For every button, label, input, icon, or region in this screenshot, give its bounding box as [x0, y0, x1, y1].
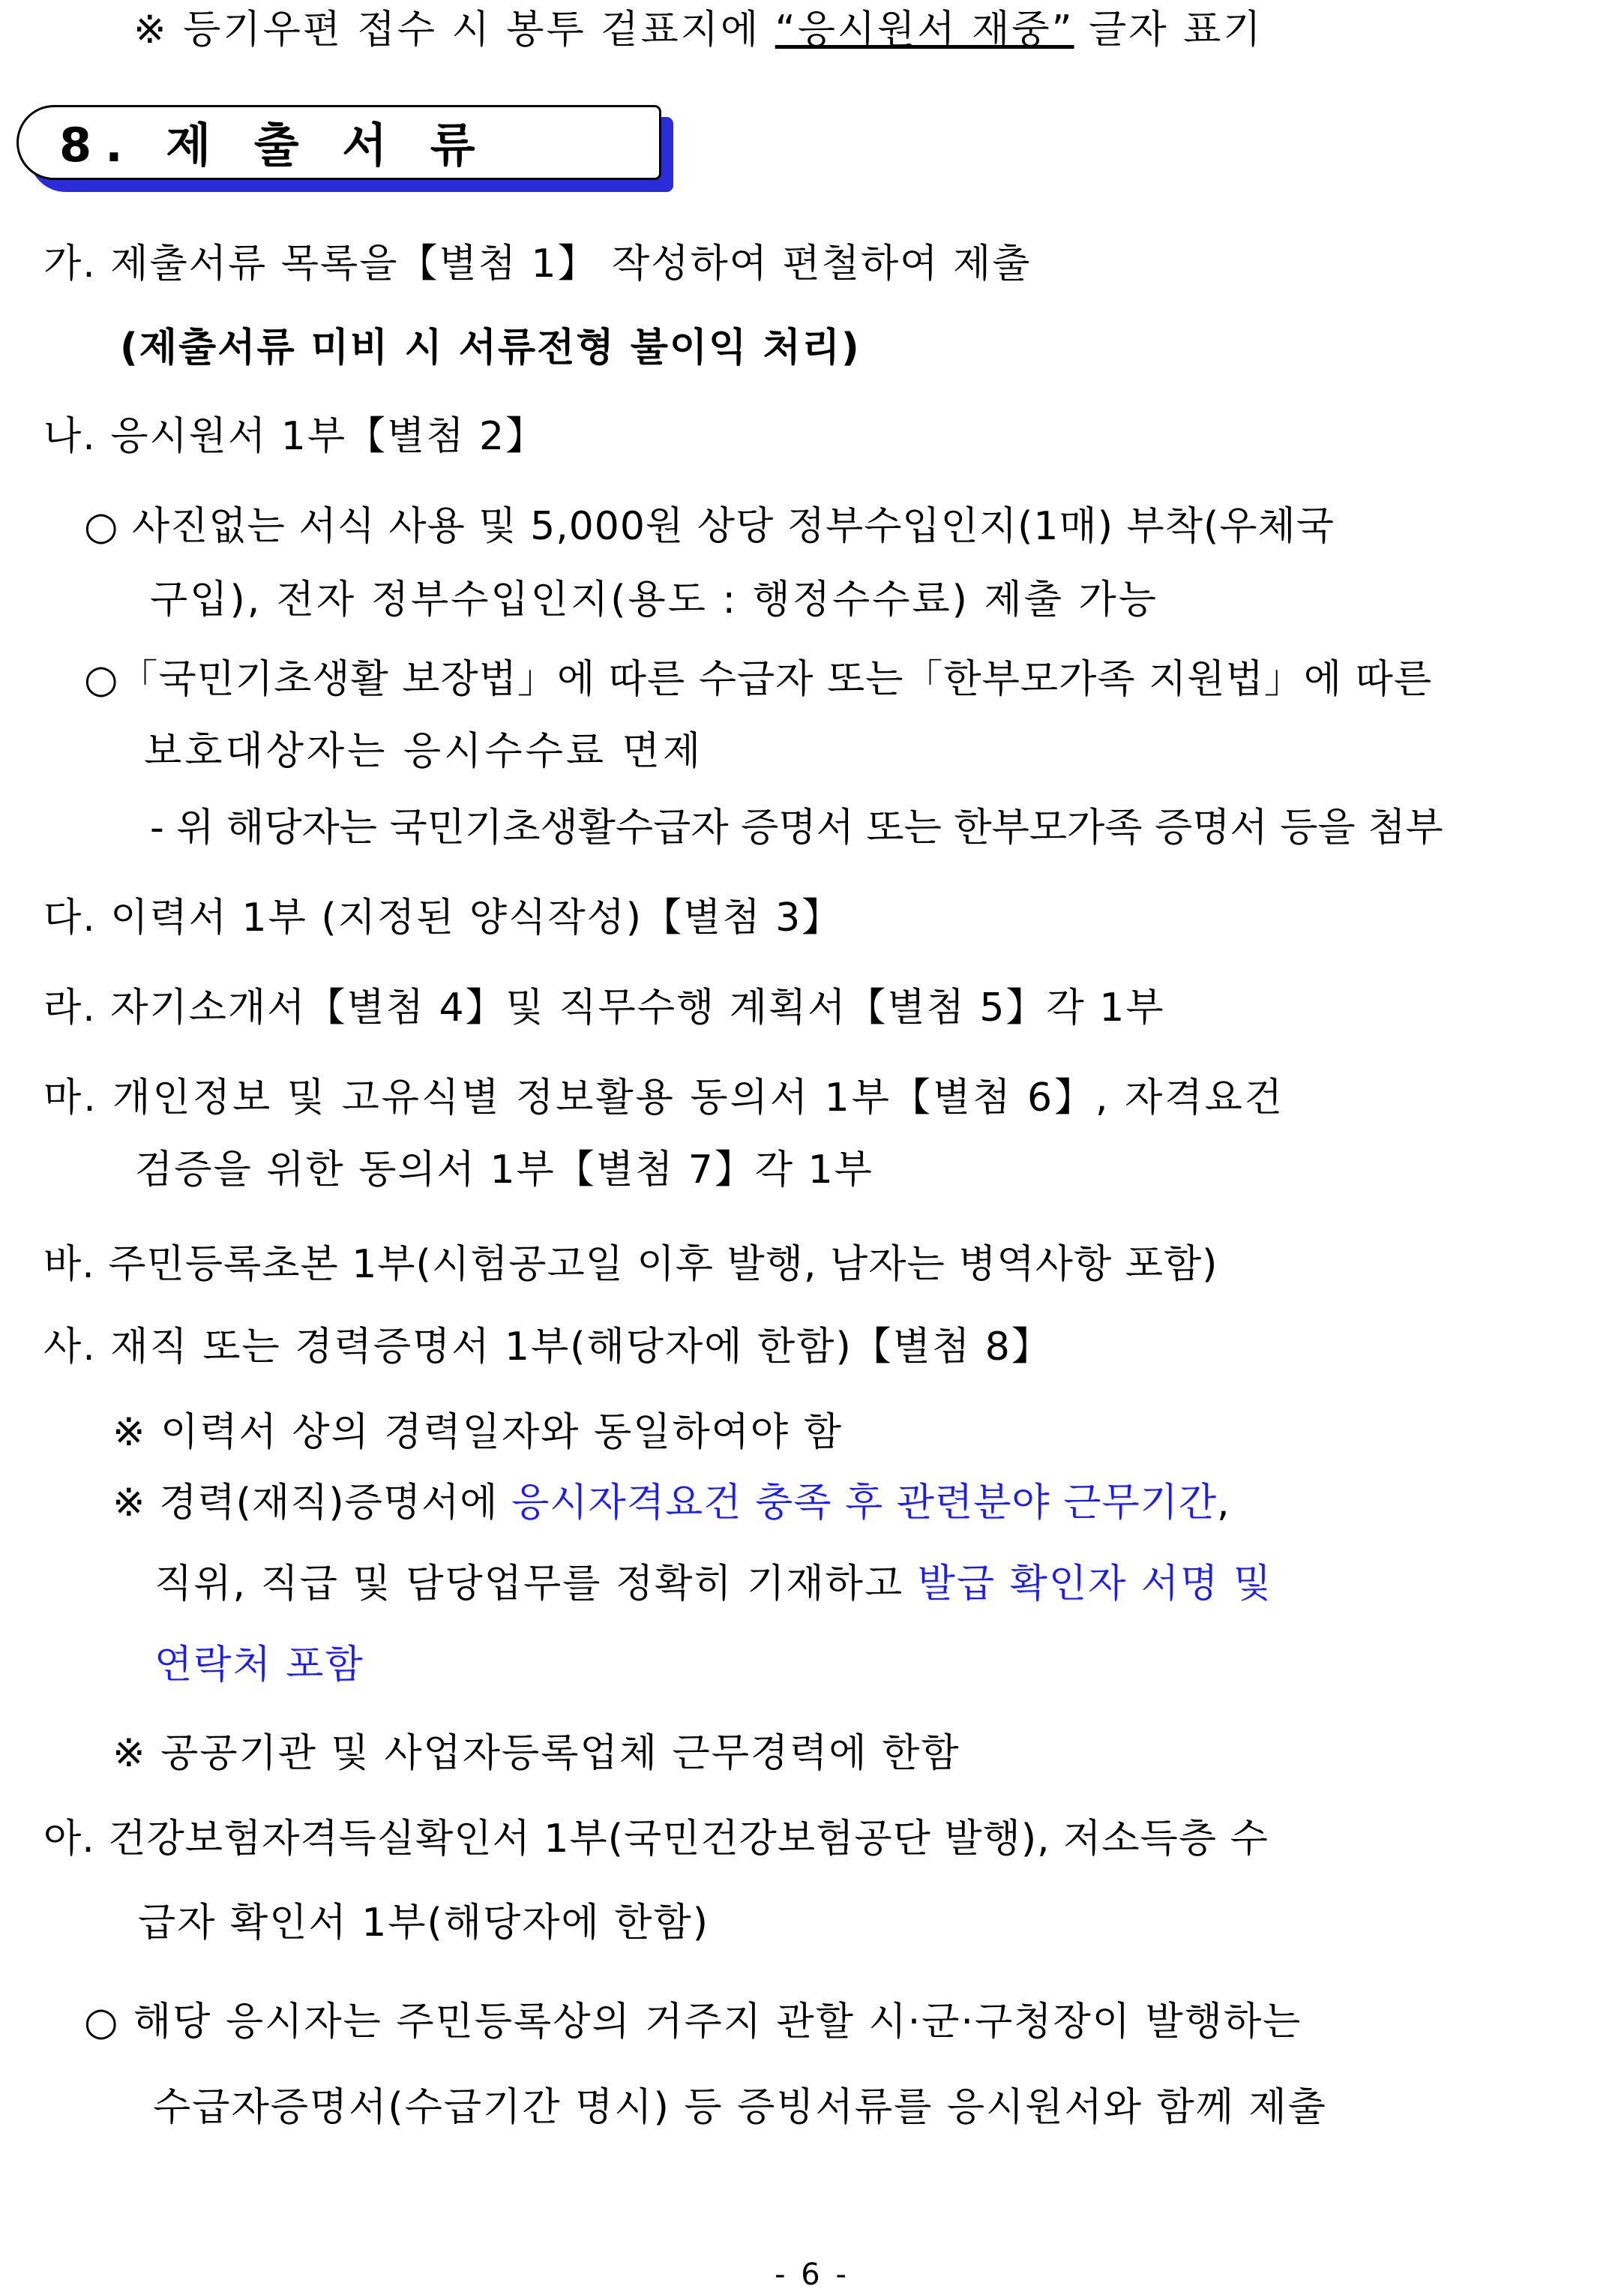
item-ga-sub: (제출서류 미비 시 서류전형 불이익 처리)	[120, 326, 861, 370]
section-title: 8. 제 출 서 류	[59, 118, 489, 172]
item-ma-line1: 마. 개인정보 및 고유식별 정보활용 동의서 1부【별첨 6】, 자격요건	[43, 1076, 1285, 1120]
item-na-bullet1-line1: ○ 사진없는 서식 사용 및 5,000원 상당 정부수입인지(1매) 부착(우체국	[84, 504, 1335, 549]
registered-mail-notice	[133, 10, 1263, 50]
item-sa-note2-line2	[154, 1564, 1272, 1604]
note2-line2-highlight: 발급 확인자 서명 및	[917, 1562, 1273, 1606]
item-na-bullet1-line2: 구입), 전자 정부수입인지(용도 : 행정수수료) 제출 가능	[150, 578, 1158, 622]
page-number: - 6 -	[775, 2258, 849, 2292]
note2-prefix: ※ 경력(재직)증명서에	[112, 1480, 512, 1526]
item-a-line2: 급자 확인서 1부(해당자에 한함)	[138, 1900, 710, 1946]
item-sa-note2-line1	[112, 1480, 1230, 1526]
item-na-bullet2-line2: 보호대상자는 응시수수료 면제	[144, 729, 704, 774]
item-sa-note1: ※ 이력서 상의 경력일자와 동일하여야 함	[112, 1410, 843, 1455]
item-na-bullet2-line1: ○「국민기초생활 보장법」에 따른 수급자 또는「한부모가족 지원법」에 따른	[84, 657, 1433, 702]
item-a-line1: 아. 건강보험자격득실확인서 1부(국민건강보험공단 발행), 저소득층 수	[43, 1816, 1269, 1862]
item-ma-line2: 검증을 위한 동의서 1부【별첨 7】각 1부	[135, 1148, 873, 1192]
item-na-bullet2-dash: - 위 해당자는 국민기초생활수급자 증명서 또는 한부모가족 증명서 등을 첨부	[150, 806, 1443, 850]
note2-highlight: 응시자격요건 충족 후 관련분야 근무기간	[511, 1480, 1218, 1526]
item-sa-note2-line3: 연락처 포함	[154, 1642, 364, 1688]
item-ga: 가. 제출서류 목록을【별첨 1】 작성하여 편철하여 제출	[43, 242, 1032, 286]
item-a-bullet1-line2: 수급자증명서(수급기간 명시) 등 증빙서류를 응시원서와 함께 제출	[153, 2085, 1328, 2130]
note2-comma: ,	[1217, 1480, 1230, 1526]
item-sa: 사. 재직 또는 경력증명서 1부(해당자에 한함)【별첨 8】	[43, 1324, 1052, 1370]
notice-prefix: ※ 등기우편 접수 시 봉투 겉표지에	[133, 8, 775, 52]
item-da: 다. 이력서 1부 (지정된 양식작성)【별첨 3】	[43, 896, 843, 940]
item-na: 나. 응시원서 1부【별첨 2】	[43, 414, 547, 459]
item-ra: 라. 자기소개서【별첨 4】및 직무수행 계획서【별첨 5】각 1부	[43, 986, 1165, 1030]
notice-suffix: 글자 표기	[1074, 8, 1263, 52]
item-a-bullet1-line1: ○ 해당 응시자는 주민등록상의 거주지 관할 시·군·구청장이 발행하는	[84, 2000, 1302, 2044]
section-header	[16, 105, 676, 194]
item-sa-note3: ※ 공공기관 및 사업자등록업체 근무경력에 한함	[112, 1731, 960, 1776]
note2-line2-prefix: 직위, 직급 및 담당업무를 정확히 기재하고	[154, 1562, 918, 1606]
notice-emphasis: “응시원서 재중”	[775, 8, 1074, 52]
item-ba: 바. 주민등록초본 1부(시험공고일 이후 발행, 남자는 병역사항 포함)	[43, 1242, 1218, 1287]
section-header-box	[16, 105, 661, 180]
